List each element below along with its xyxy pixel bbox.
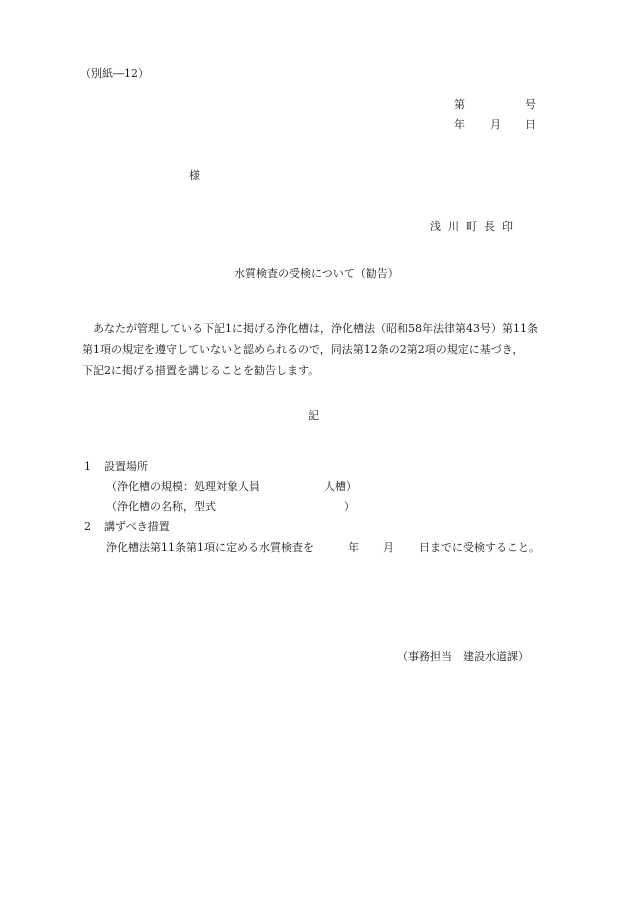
form-id: （別紙―12） [80, 67, 149, 80]
date-day: 日 [525, 118, 536, 131]
item-title: 設置場所 [104, 460, 148, 473]
body-line: あなたが管理している下記1に掲げる浄化槽は，浄化槽法（昭和58年法律第43号）第11条 [93, 322, 538, 335]
contact-department: （事務担当 建設水道課） [397, 650, 529, 663]
item-1-heading [84, 461, 148, 472]
item-title: 講ずべき措置 [104, 520, 170, 533]
septic-name-suffix: ） [344, 500, 355, 513]
body-paragraph [82, 318, 552, 381]
septic-scale-suffix: 人槽） [324, 480, 357, 493]
date-year: 年 [454, 118, 465, 131]
measure-suffix: 日までに受検すること。 [419, 541, 540, 554]
doc-number-dai: 第 [454, 98, 465, 111]
doc-number-go: 号 [525, 98, 536, 111]
item-2-heading [84, 521, 170, 532]
septic-name-label: （浄化槽の名称，型式 [106, 500, 216, 513]
measure-prefix: 浄化槽法第11条第1項に定める水質検査を [106, 541, 314, 554]
body-line: 下記2に掲げる措置を講じることを勧告します。 [82, 364, 320, 377]
septic-name-line [106, 500, 355, 513]
date-month: 月 [490, 118, 501, 131]
septic-scale-line [106, 480, 357, 493]
issuer: 浅川町長印 [430, 220, 520, 233]
subject-title: 水質検査の受検について（勧告） [234, 267, 399, 280]
body-line: 第1項の規定を遵守していないと認められるので，同法第12条の2第2項の規定に基づき， [82, 343, 524, 356]
measure-year: 年 [348, 541, 359, 554]
recipient-suffix: 様 [189, 169, 200, 182]
item-number: 2 [84, 520, 91, 533]
measure-sentence [106, 541, 540, 554]
septic-scale-label: （浄化槽の規模：処理対象人員 [106, 480, 260, 493]
measure-month: 月 [383, 541, 394, 554]
item-number: 1 [84, 460, 91, 473]
ki-heading: 記 [308, 409, 319, 422]
